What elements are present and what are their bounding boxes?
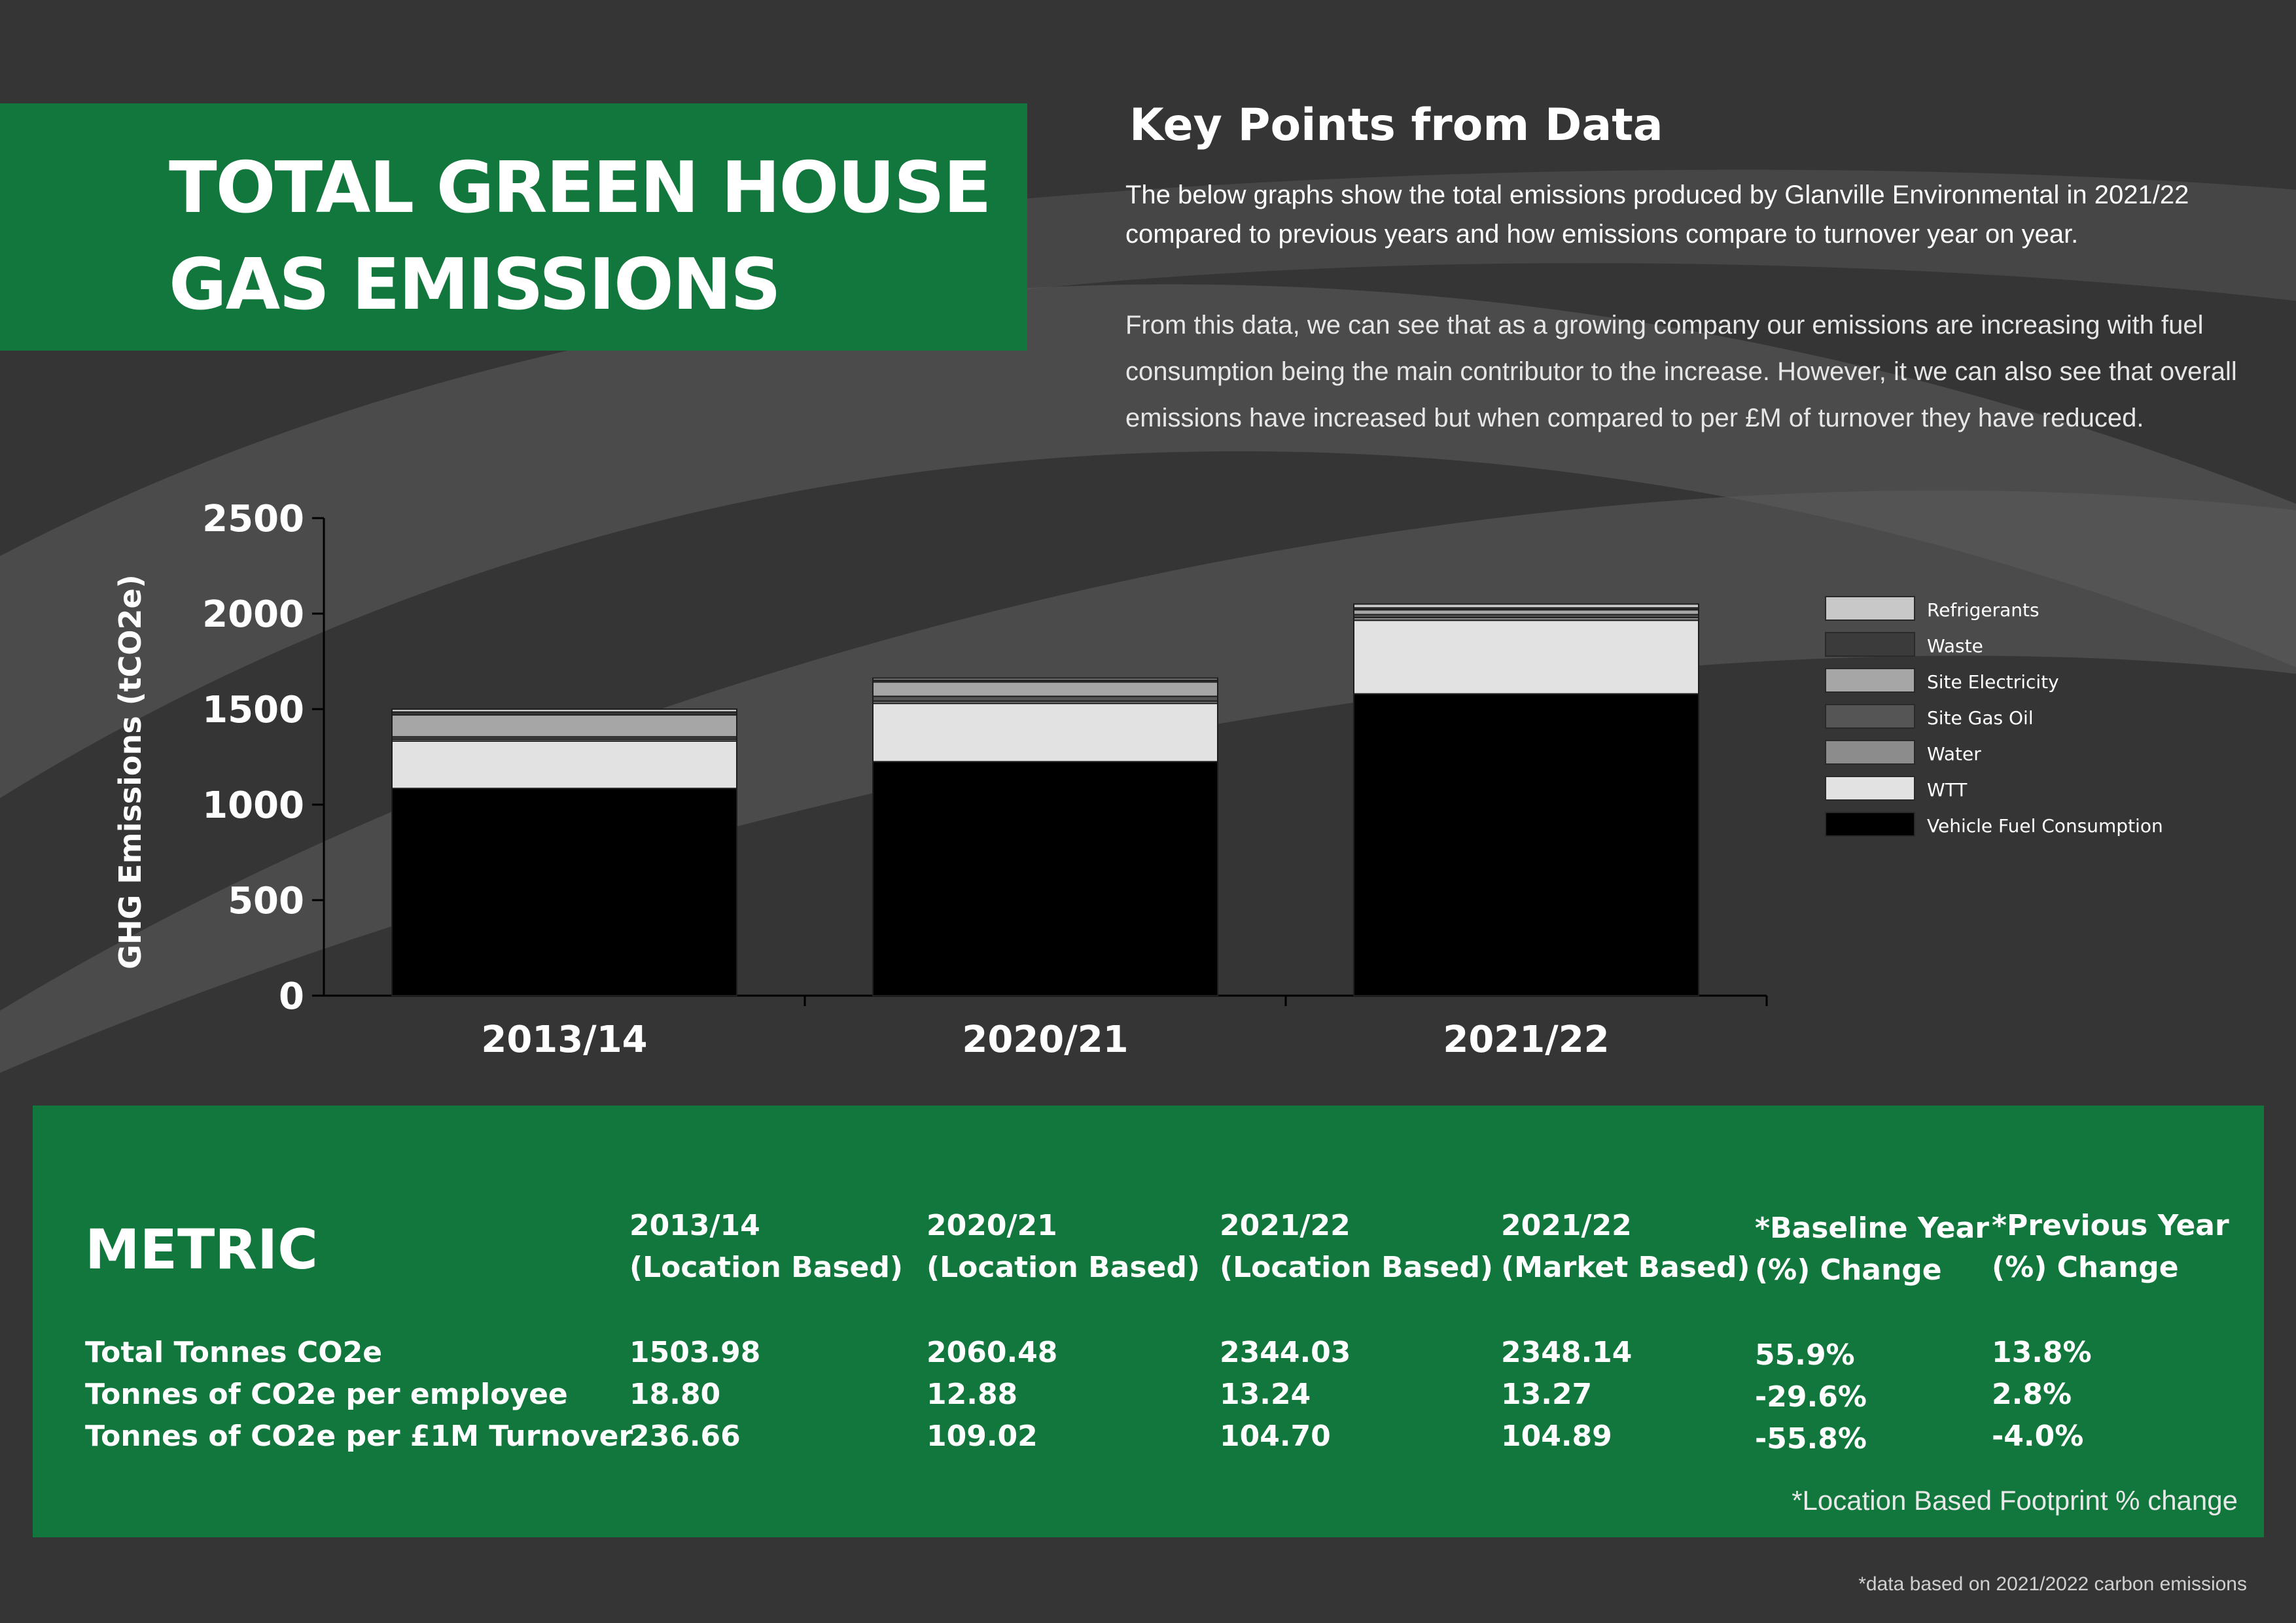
col-header-line1: *Baseline Year bbox=[1755, 1212, 1989, 1245]
metrics-col-header bbox=[629, 1205, 903, 1289]
y-tick-label: 1000 bbox=[202, 784, 304, 827]
bar-segment bbox=[873, 682, 1218, 697]
col-header-line1: 2013/14 bbox=[629, 1209, 760, 1242]
col-header-line2: (Location Based) bbox=[629, 1251, 903, 1284]
x-tick-label: 2021/22 bbox=[1443, 1019, 1610, 1061]
legend-label: Site Gas Oil bbox=[1927, 707, 2034, 729]
metrics-cell: 2.8% bbox=[1992, 1378, 2072, 1411]
data-footnote: *data based on 2021/2022 carbon emissions bbox=[1858, 1573, 2247, 1595]
metrics-cell: 13.27 bbox=[1501, 1378, 1593, 1411]
legend-label: WTT bbox=[1927, 779, 1968, 801]
metrics-cell: -55.8% bbox=[1755, 1422, 1867, 1456]
bar-segment bbox=[392, 741, 737, 788]
legend-swatch bbox=[1826, 633, 1915, 656]
metrics-cell: 2060.48 bbox=[927, 1336, 1058, 1369]
legend-swatch bbox=[1826, 812, 1915, 836]
y-tick-label: 2000 bbox=[202, 593, 304, 636]
legend-swatch bbox=[1826, 597, 1915, 620]
metrics-cell: 55.9% bbox=[1755, 1338, 1855, 1372]
col-header-line1: 2021/22 bbox=[1220, 1209, 1351, 1242]
y-tick-label: 2500 bbox=[202, 498, 304, 540]
col-header-line2: (Market Based) bbox=[1501, 1251, 1750, 1284]
x-tick-label: 2013/14 bbox=[481, 1019, 648, 1061]
metrics-panel bbox=[33, 1106, 2264, 1537]
key-points-paragraph-1: The below graphs show the total emissions produced by Glanville Environmental in 2021/22 compared to previous years and how emissions compare to turnover year on year. bbox=[1125, 181, 2189, 249]
legend-swatch bbox=[1826, 705, 1915, 728]
col-header-line2: (%) Change bbox=[1992, 1251, 2179, 1284]
metrics-cell: 109.02 bbox=[927, 1420, 1038, 1453]
metrics-cell: -29.6% bbox=[1755, 1380, 1867, 1414]
metrics-cell: 1503.98 bbox=[629, 1336, 761, 1369]
metrics-col-header bbox=[927, 1205, 1200, 1289]
legend-swatch bbox=[1826, 741, 1915, 764]
metrics-cell: 104.89 bbox=[1501, 1420, 1612, 1453]
bar-segment bbox=[873, 696, 1218, 701]
metrics-cell: 2348.14 bbox=[1501, 1336, 1633, 1369]
metrics-row-label: Tonnes of CO2e per £1M Turnover bbox=[85, 1420, 633, 1453]
chart-bars bbox=[392, 604, 1699, 996]
bar-segment bbox=[1354, 694, 1699, 996]
metrics-col-header bbox=[1220, 1205, 1493, 1289]
legend-swatch bbox=[1826, 669, 1915, 692]
metrics-title: METRIC bbox=[85, 1217, 318, 1282]
metrics-cell: 2344.03 bbox=[1220, 1336, 1351, 1369]
metrics-cell: 104.70 bbox=[1220, 1420, 1331, 1453]
bar-segment bbox=[873, 678, 1218, 680]
metrics-col-header bbox=[1992, 1205, 2229, 1289]
metrics-cell: 12.88 bbox=[927, 1378, 1018, 1411]
metrics-cell: -4.0% bbox=[1992, 1420, 2084, 1453]
y-tick-label: 500 bbox=[228, 880, 304, 922]
legend-label: Waste bbox=[1927, 635, 1983, 657]
col-header-line2: (%) Change bbox=[1755, 1253, 1942, 1287]
col-header-line1: 2021/22 bbox=[1501, 1209, 1632, 1242]
legend-label: Water bbox=[1927, 743, 1981, 765]
key-points-paragraph-2: From this data, we can see that as a growing company our emissions are increasing with fuel consumption being the main contributor to the increase. However, it we can also see that overall emissions have increased but when compared to per £M of turnover they have reduced. bbox=[1125, 311, 2237, 432]
bar-segment bbox=[392, 715, 737, 737]
legend-label: Site Electricity bbox=[1927, 671, 2059, 693]
col-header-line2: (Location Based) bbox=[927, 1251, 1200, 1284]
y-tick-label: 1500 bbox=[202, 689, 304, 731]
metrics-note: *Location Based Footprint % change bbox=[1792, 1485, 2238, 1516]
legend-swatch bbox=[1826, 777, 1915, 800]
bar-segment bbox=[392, 709, 737, 712]
metrics-cell: 13.8% bbox=[1992, 1336, 2092, 1369]
metrics-row-label: Total Tonnes CO2e bbox=[85, 1336, 383, 1369]
metrics-col-header bbox=[1501, 1205, 1750, 1289]
bar-segment bbox=[873, 761, 1218, 996]
y-axis-label: GHG Emissions (tCO2e) bbox=[113, 574, 148, 969]
bar-segment bbox=[392, 788, 737, 996]
col-header-line1: *Previous Year bbox=[1992, 1209, 2229, 1242]
metrics-cell: 18.80 bbox=[629, 1378, 721, 1411]
legend-label: Vehicle Fuel Consumption bbox=[1927, 815, 2163, 837]
chart-legend bbox=[1826, 597, 2163, 837]
key-points-heading: Key Points from Data bbox=[1129, 99, 1663, 151]
page-title-line-1: TOTAL GREEN HOUSE bbox=[169, 147, 991, 229]
metrics-col-header bbox=[1755, 1208, 1989, 1291]
page-title-line-2: GAS EMISSIONS bbox=[169, 244, 780, 326]
y-tick-label: 0 bbox=[279, 975, 304, 1018]
metrics-row-label: Tonnes of CO2e per employee bbox=[85, 1378, 568, 1411]
col-header-line2: (Location Based) bbox=[1220, 1251, 1493, 1284]
bar-segment bbox=[1354, 620, 1699, 693]
x-tick-label: 2020/21 bbox=[962, 1019, 1129, 1061]
bar-segment bbox=[1354, 610, 1699, 614]
col-header-line1: 2020/21 bbox=[927, 1209, 1057, 1242]
metrics-cell: 236.66 bbox=[629, 1420, 741, 1453]
legend-label: Refrigerants bbox=[1927, 599, 2040, 621]
bar-segment bbox=[1354, 604, 1699, 608]
bar-segment bbox=[873, 703, 1218, 761]
metrics-cell: 13.24 bbox=[1220, 1378, 1311, 1411]
